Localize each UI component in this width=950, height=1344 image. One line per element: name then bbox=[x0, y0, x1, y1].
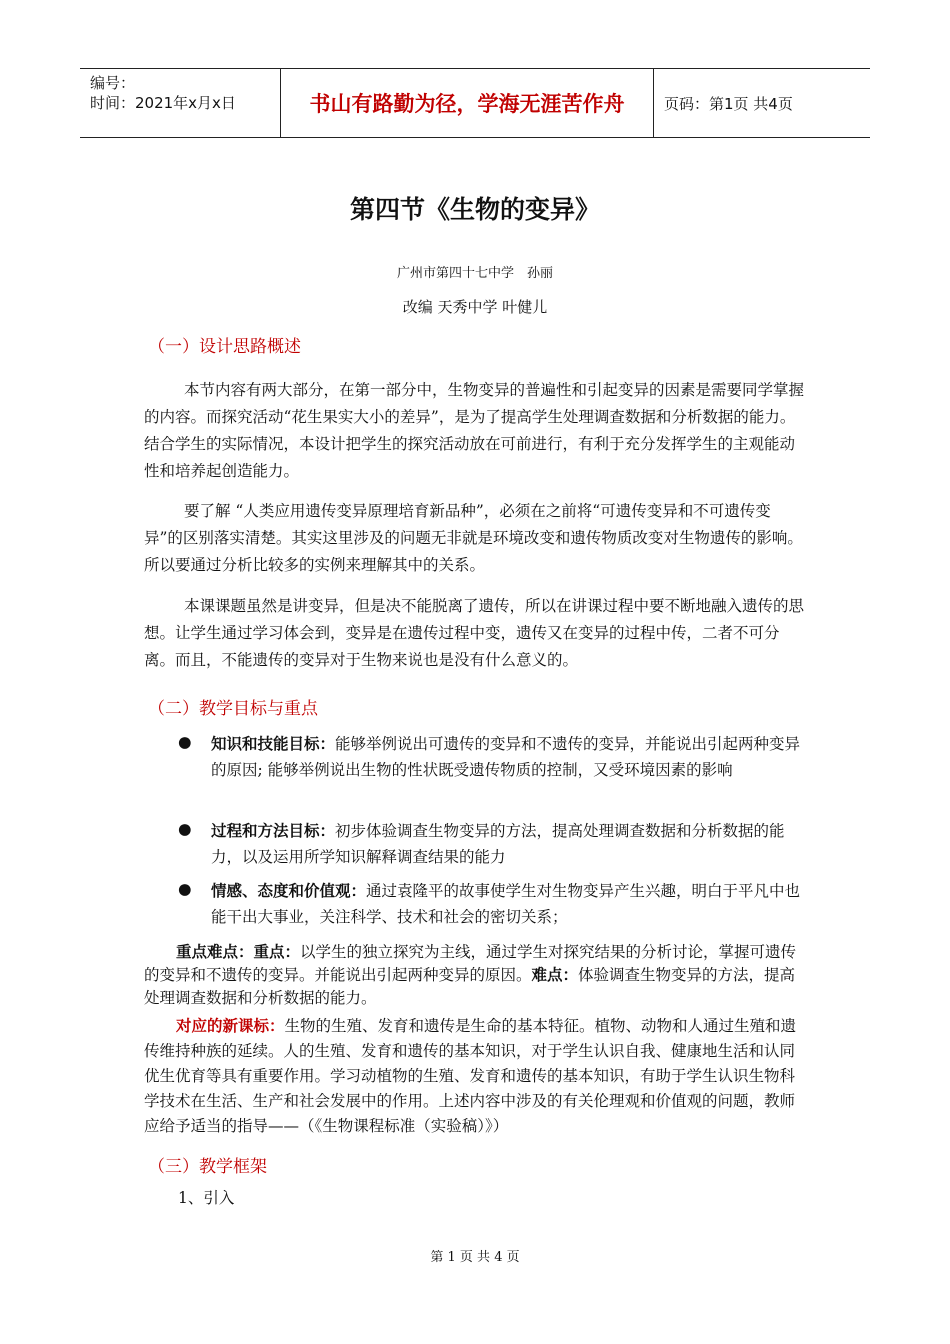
section-1-paragraph-2: 要了解 “人类应用遗传变异原理培育新品种”，必须在之前将“可遗传变异和不可遗传变异”的区别落实清楚。其实这里涉及的问题无非就是环境改变和遗传物质改变对生物遗传的影响。所以要通过分析比较多的实例来理解其中的关系。 bbox=[144, 502, 803, 574]
header-page-info: 页码：第1页 共4页 bbox=[664, 94, 793, 113]
section-3-heading: （三）教学框架 bbox=[148, 1157, 267, 1177]
author-line-2: 改编 天秀中学 叶健儿 bbox=[402, 298, 548, 316]
objective-label: 情感、态度和价值观： bbox=[211, 882, 367, 900]
curriculum-standard-text: 生物的生殖、发育和遗传是生命的基本特征。植物、动物和人通过生殖和遗传维持种族的延续。人的生殖、发育和遗传的基本知识，对于学生认识自我、健康地生活和认同优生优育等具有重要作用。学习动植物的生殖、发育和遗传的基本知识，有助于学生认识生物科学技术在生活、生产和社会发展中的作用。上述内容中涉及的有关伦理观和价值观的问题，教师应给予适当的指导——（《生物课程标准（实验稿）》） bbox=[144, 1017, 797, 1135]
objective-item bbox=[211, 731, 811, 783]
author-line-1: 广州市第四十七中学 孙丽 bbox=[396, 266, 553, 281]
key-points-paragraph bbox=[144, 941, 806, 1010]
number-label: 编号： bbox=[90, 74, 136, 92]
objective-text: 初步体验调查生物变异的方法，提高处理调查数据和分析数据的能力，以及运用所学知识解释调查结果的能力 bbox=[211, 822, 785, 866]
section-2-heading: （二）教学目标与重点 bbox=[148, 699, 318, 719]
difficulty-text: 体验调查生物变异的方法，提高处理调查数据和分析数据的能力。 bbox=[144, 966, 796, 1007]
key-points-label: 重点难点：重点： bbox=[176, 943, 301, 961]
objective-text: 通过袁隆平的故事使学生对生物变异产生兴趣，明白于平凡中也能干出大事业，关注科学、技术和社会的密切关系； bbox=[211, 882, 801, 926]
step-intro: 1、引入 bbox=[178, 1189, 235, 1207]
objective-item bbox=[211, 878, 811, 930]
section-1-paragraph-3: 本课课题虽然是讲变异，但是决不能脱离了遗传，所以在讲课过程中要不断地融入遗传的思想。让学生通过学习体会到，变异是在遗传过程中变，遗传又在变异的过程中传，二者不可分离。而且，不能遗传的变异对于生物来说也是没有什么意义的。 bbox=[144, 597, 805, 669]
objective-item bbox=[211, 818, 811, 870]
header-motto: 书山有路勤为径，学海无涯苦作舟 bbox=[280, 69, 654, 137]
curriculum-standard-label: 对应的新课标： bbox=[176, 1017, 285, 1035]
section-1-paragraph-1: 本节内容有两大部分，在第一部分中，生物变异的普遍性和引起变异的因素是需要同学掌握的内容。而探究活动“花生果实大小的差异”，是为了提高学生处理调查数据和分析数据的能力。结合学生的实际情况，本设计把学生的探究活动放在可前进行，有利于充分发挥学生的主观能动性和培养起创造能力。 bbox=[144, 381, 805, 480]
bullet-dot: ● bbox=[178, 880, 192, 898]
section-1-heading: （一）设计思路概述 bbox=[148, 337, 301, 357]
objective-label: 知识和技能目标： bbox=[211, 735, 336, 753]
objective-label: 过程和方法目标： bbox=[211, 822, 336, 840]
header-meta bbox=[80, 69, 280, 137]
difficulty-label: 难点： bbox=[531, 966, 579, 984]
key-points-text: 以学生的独立探究为主线，通过学生对探究结果的分析讨论，掌握可遗传的变异和不遗传的变异。并能说出引起两种变异的原因。 bbox=[144, 943, 797, 984]
time-label: 时间：2021年x月x日 bbox=[90, 94, 236, 112]
page-header bbox=[80, 68, 870, 138]
page-footer: 第 1 页 共 4 页 bbox=[430, 1250, 520, 1265]
document-title: 第四节《生物的变异》 bbox=[349, 195, 600, 224]
objective-text: 能够举例说出可遗传的变异和不遗传的变异，并能说出引起两种变异的原因; 能够举例说出生物的性状既受遗传物质的控制，又受环境因素的影响 bbox=[211, 735, 801, 779]
bullet-dot: ● bbox=[178, 820, 192, 838]
bullet-dot: ● bbox=[178, 733, 192, 751]
curriculum-standard-paragraph bbox=[144, 1014, 806, 1139]
